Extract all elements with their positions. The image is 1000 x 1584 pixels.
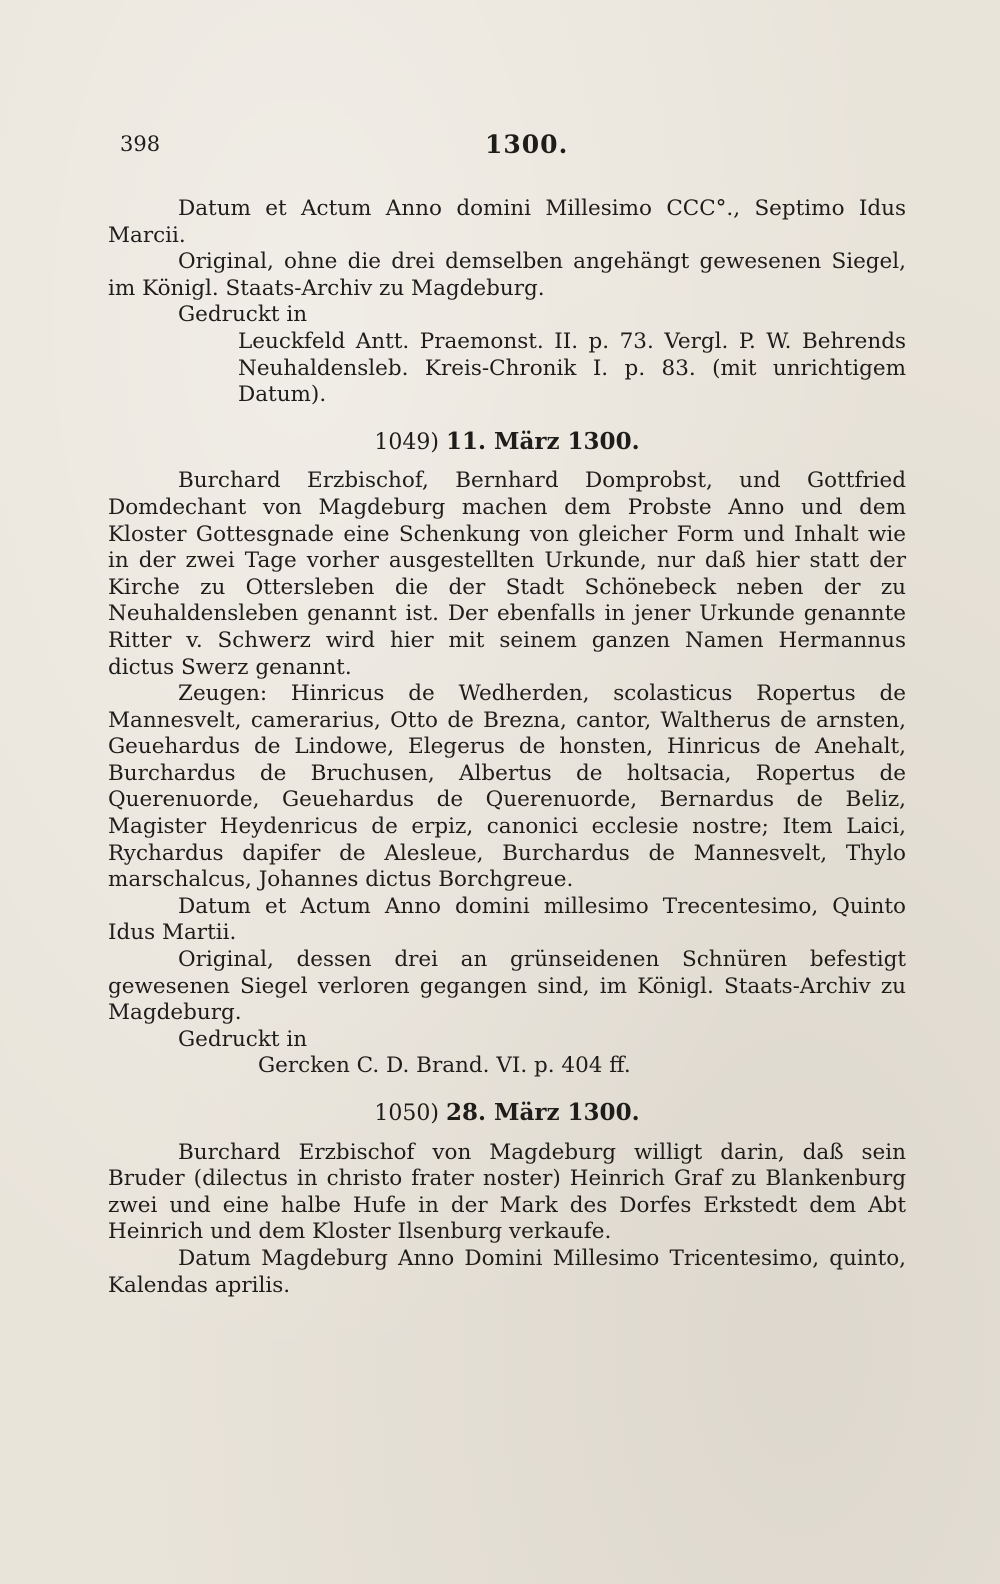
page-header <box>120 132 910 166</box>
datum-line: Datum et Actum Anno domini millesimo Trecentesimo, Quinto Idus Martii. <box>108 893 906 946</box>
entry-text: Burchard Erzbischof von Magdeburg willigt darin, daß sein Bruder (dilectus in christo frater noster) Heinrich Graf zu Blankenburg zwei und eine halbe Hufe in der Mark des Dorfes Erkstedt dem Abt Heinrich und dem Kloster Ilsenburg verkaufe. <box>108 1139 906 1245</box>
page-body <box>108 196 906 1299</box>
entry-number: 1050) <box>374 1101 439 1126</box>
printed-label: Gedruckt in <box>178 302 308 328</box>
printed-reference: Gercken C. D. Brand. VI. p. 404 ff. <box>258 1053 631 1079</box>
printed-reference: Leuckfeld Antt. Praemonst. II. p. 73. Vergl. P. W. Behrends Neuhaldensleb. Kreis-Chronik I. p. 83. (mit unrichtigem Datum). <box>238 328 906 408</box>
witness-list: Zeugen: Hinricus de Wedherden, scolasticus Ropertus de Mannesvelt, camerarius, Otto de Brezna, cantor, Waltherus de arnsten, Geuehardus de Lindowe, Elegerus de honsten, Hinricus de Anehalt, Burchardus de Bruchusen, Albertus de holtsacia, Ropertus de Querenuorde, Geuehardus de Querenuorde, Bernardus de Beliz, Magister Heydenricus de erpiz, canonici ecclesie nostre; Item Laici, Rychardus dapifer de Alesleue, Burchardus de Mannesvelt, Thylo marschalcus, Johannes dictus Borchgreue. <box>108 681 906 893</box>
original-note: Original, ohne die drei demselben angehängt gewesenen Siegel, im Königl. Staats-Archiv zu Magdeburg. <box>108 249 906 301</box>
entry-heading-1049 <box>108 429 906 457</box>
running-year: 1300. <box>485 130 569 159</box>
entry-date: 28. März 1300. <box>445 1099 640 1126</box>
entry-text: Burchard Erzbischof, Bernhard Domprobst, und Gottfried Domdechant von Magdeburg machen dem Probste Anno und dem Kloster Gottesgnade eine Schenkung von gleicher Form und Inhalt wie in der zwei Tage vorher ausgestellten Urkunde, nur daß hier statt der Kirche zu Ottersleben die der Stadt Schönebeck neben der zu Neuhaldensleben genannt ist. Der ebenfalls in jener Urkunde genannte Ritter v. Schwerz wird hier mit seinem ganzen Namen Hermannus dictus Swerz genannt. <box>108 468 906 680</box>
datum-line: Datum Magdeburg Anno Domini Millesimo Tricentesimo, quinto, Kalendas aprilis. <box>108 1245 906 1298</box>
page-number: 398 <box>120 132 161 156</box>
entry-number: 1049) <box>374 429 439 455</box>
entry-heading-1050 <box>108 1100 906 1128</box>
datum-line: Datum et Actum Anno domini Millesimo CCC°., Septimo Idus Marcii. <box>108 196 906 248</box>
printed-label: Gedruckt in <box>178 1026 308 1052</box>
original-note: Original, dessen drei an grünseidenen Schnüren befestigt gewesenen Siegel verloren gegangen sind, im Königl. Staats-Archiv zu Magdeburg. <box>108 947 906 1026</box>
entry-date: 11. März 1300. <box>445 427 640 455</box>
